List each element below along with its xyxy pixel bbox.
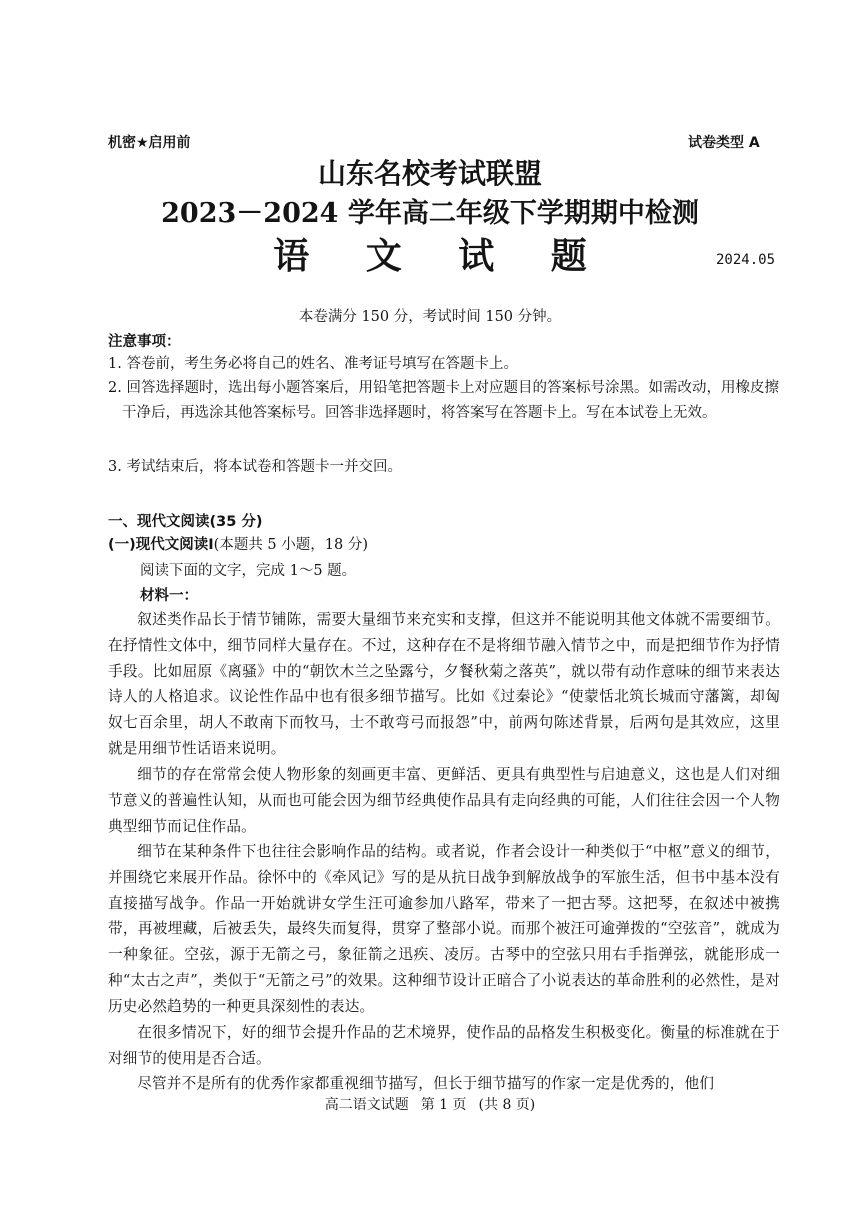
subsection-heading: [108, 533, 368, 554]
footer-total-pages: (共 8 页): [478, 1097, 536, 1113]
notes-heading: 注意事项：: [108, 334, 181, 350]
subsection-detail: (本题共 5 小题，18 分): [213, 537, 368, 553]
passage-paragraph: 细节的存在常常会使人物形象的刻画更丰富、更鲜活、更具有典型性与启迪意义，这也是人们对细节意义的普遍性认知，从而也可能会因为细节经典使作品具有走向经典的可能，人们往往会因一个人物典型细节而记住作品。: [108, 766, 780, 835]
note-item: 1. 答卷前，考生务必将自己的姓名、准考证号填写在答题卡上。: [108, 356, 518, 372]
exam-organizer-title: 山东名校考试联盟: [317, 157, 542, 190]
subject-title: 语 文 试 题: [273, 235, 609, 277]
footer-subject: 高二语文试题: [324, 1097, 409, 1113]
exam-title: 2023－2024 学年高二年级下学期期中检测: [161, 198, 699, 229]
note-item: 3. 考试结束后，将本试卷和答题卡一并交回。: [108, 459, 402, 475]
section-heading: 一、现代文阅读(35 分): [108, 514, 263, 530]
reading-instruction: 阅读下面的文字，完成 1～5 题。: [140, 563, 357, 579]
passage-paragraph: 在很多情况下，好的细节会提升作品的艺术境界，使作品的品格发生积极变化。衡量的标准就在于对细节的使用是否合适。: [108, 1024, 780, 1067]
passage-paragraph: 叙述类作品长于情节铺陈，需要大量细节来充实和支撑，但这并不能说明其他文体就不需要细节。在抒情性文体中，细节同样大量存在。不过，这种存在不是将细节融入情节之中，而是把细节作为抒情手段。比如屈原《离骚》中的“朝饮木兰之坠露兮，夕餐秋菊之落英”，就以带有动作意味的细节来表达诗人的人格追求。议论性作品中也有很多细节描写。比如《过秦论》“使蒙恬北筑长城而守藩篱，却匈奴七百余里，胡人不敢南下而牧马，士不敢弯弓而报怨”中，前两句陈述背景，后两句是其效应，这里就是用细节性话语来说明。: [108, 611, 780, 757]
material-label: 材料一：: [140, 588, 198, 604]
paper-type-label: 试卷类型 A: [688, 135, 760, 151]
footer-page-number: 第 1 页: [420, 1097, 467, 1113]
page-footer: [0, 1094, 860, 1114]
exam-info: 本卷满分 150 分，考试时间 150 分钟。: [298, 309, 562, 325]
passage-paragraph: 细节在某种条件下也往往会影响作品的结构。或者说，作者会设计一种类似于“中枢”意义的细节，并围绕它来展开作品。徐怀中的《牵风记》写的是从抗日战争到解放战争的军旅生活，但书中基本没有直接描写战争。作品一开始就讲女学生汪可逾参加八路军，带来了一把古琴。这把琴，在叙述中被携带，再被埋藏，后被丢失，最终失而复得，贯穿了整部小说。而那个被汪可逾弹拨的“空弦音”，就成为一种象征。空弦，源于无箭之弓，象征箭之迅疾、凌厉。古琴中的空弦只用右手指弹弦，就能形成一种“太古之声”，类似于“无箭之弓”的效果。这种细节设计正暗合了小说表达的革命胜利的必然性，是对历史必然趋势的一种更具深刻性的表达。: [108, 843, 780, 1015]
confidential-label: 机密★启用前: [108, 135, 191, 151]
subsection-label: (一)现代文阅读Ⅰ: [108, 537, 214, 553]
passage-paragraph: 尽管并不是所有的优秀作家都重视细节描写，但长于细节描写的作家一定是优秀的，他们: [137, 1075, 715, 1092]
exam-date: 2024.05: [716, 252, 776, 268]
note-item: 2. 回答选择题时，选出每小题答案后，用铅笔把答题卡上对应题目的答案标号涂黑。如需改动，用橡皮擦干净后，再选涂其他答案标号。回答非选择题时，将答案写在答题卡上。写在本试卷上无效。: [108, 380, 779, 421]
